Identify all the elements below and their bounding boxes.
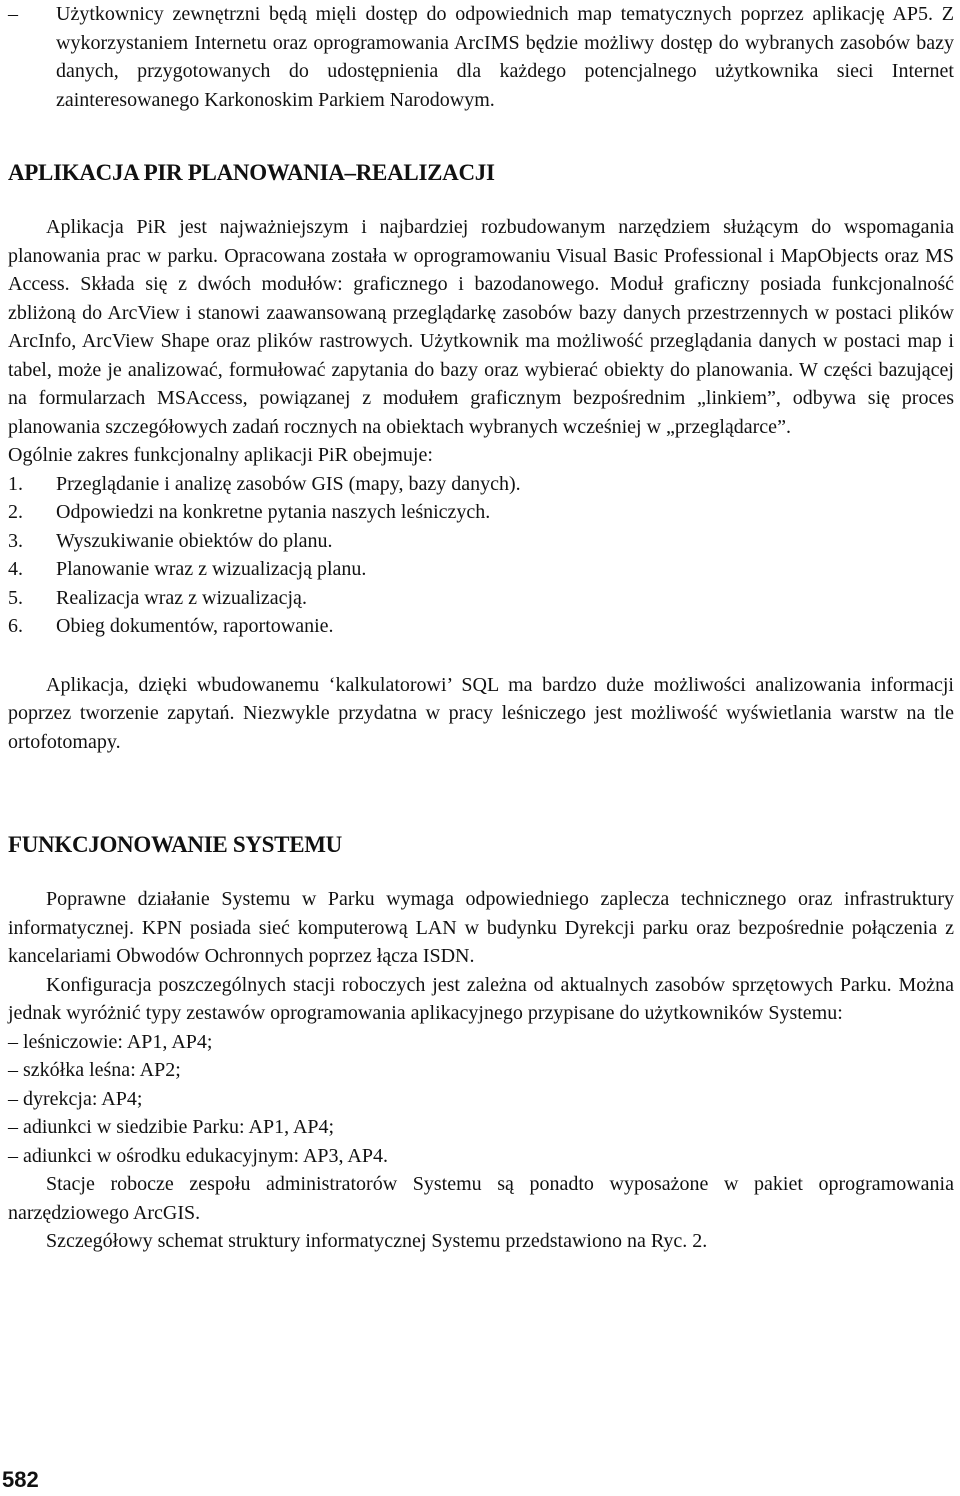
intro-dash: – <box>8 3 18 25</box>
list-item-number: 3. <box>8 529 23 552</box>
list-item <box>8 612 954 641</box>
schema-reference-paragraph: Szczegółowy schemat struktury informatycznej Systemu przedstawiono na Ryc. 2. <box>46 1230 708 1252</box>
list-item-number: 4. <box>8 558 23 580</box>
configuration-paragraph: Konfiguracja poszczególnych stacji roboczych jest zależna od aktualnych zasobów sprzętowych Parku. Można jednak wyróżnić typy zestawów oprogramowania aplikacyjnego przypisane do użytkowników Systemu: <box>8 973 954 1024</box>
intro-text: Użytkownicy zewnętrzni będą mięli dostęp do odpowiednich map tematycznych poprzez aplikację AP5. Z wykorzystaniem Internetu oraz oprogramowania ArcIMS będzie możliwy dostęp do wybranych zasobów bazy danych, przygotowanych do udostępnienia dla każdego potencjalnego użytkownika sieci Internet zainteresowanego Karkonoskim Parkiem Narodowym. <box>56 3 954 111</box>
sql-paragraph: Aplikacja, dzięki wbudowanemu ‘kalkulatorowi’ SQL ma bardzo duże możliwości analizowania informacji poprzez tworzenie zapytań. Niezwykle przydatna w pracy leśniczego jest możliwość wyświetlania warstw na tle ortofotomapy. <box>8 673 954 753</box>
list-item <box>8 527 954 556</box>
list-item <box>8 555 954 584</box>
list-item: – dyrekcja: AP4; <box>8 1087 143 1110</box>
infrastructure-paragraph: Poprawne działanie Systemu w Parku wymaga odpowiedniego zaplecza technicznego oraz infrastruktury informatycznej. KPN posiada sieć komputerową LAN w budynku Dyrekcji parku oraz bezpośrednie połączenia z kancelariami Obwodów Ochronnych poprzez łącza ISDN. <box>8 888 954 967</box>
list-item <box>8 584 954 613</box>
section-heading-funkcjonowanie: FUNKCJONOWANIE SYSTEMU <box>8 832 342 857</box>
list-item: – szkółka leśna: AP2; <box>8 1059 181 1081</box>
list-item-text: Planowanie wraz z wizualizacją planu. <box>56 558 367 580</box>
list-item: – adiunkci w siedzibie Parku: AP1, AP4; <box>8 1116 335 1138</box>
list-item-number: 6. <box>8 615 23 637</box>
document-page <box>8 0 954 1256</box>
list-item-text: Wyszukiwanie obiektów do planu. <box>56 529 333 552</box>
section-heading-aplikacja: APLIKACJA PIR PLANOWANIA–REALIZACJI <box>8 160 495 185</box>
aplikacja-paragraph: Aplikacja PiR jest najważniejszym i najbardziej rozbudowanym narzędziem służącym do wspomagania planowania prac w parku. Opracowana została w oprogramowaniu Visual Basic Professional i MapObjects oraz MS Access. Składa się z dwóch modułów: graficznego i bazodanowego. Moduł graficzny posiada funkcjonalność zbliżoną do ArcView i stanowi zaawansowaną przeglądarkę zasobów bazy danych przestrzennych w postaci plików ArcInfo, ArcView Shape oraz plików rastrowych. Użytkownik ma możliwość przeglądania danych w postaci map i tabel, może je analizować, formułować zapytania do bazy oraz wybierać obiekty do planowania. W części bazującej na formularzach MSAccess, powiązanej z modułem graficznym bezpośrednim „linkiem”, odbywa się proces planowania szczegółowych zadań rocznych na obiektach wybranych wcześniej w „przeglądarce”. <box>8 216 954 438</box>
list-item-number: 5. <box>8 586 23 609</box>
intro-paragraph <box>8 0 954 114</box>
user-assignment-list <box>8 1028 954 1171</box>
list-item-text: Obieg dokumentów, raportowanie. <box>56 615 334 637</box>
admin-stations-paragraph: Stacje robocze zespołu administratorów Systemu są ponadto wyposażone w pakiet oprogramowania narzędziowego ArcGIS. <box>8 1173 954 1224</box>
list-item-text: Przeglądanie i analizę zasobów GIS (mapy, bazy danych). <box>56 472 521 495</box>
functional-scope-list <box>8 470 954 641</box>
list-item-text: Realizacja wraz z wizualizacją. <box>56 586 307 609</box>
list-item-number: 1. <box>8 472 23 495</box>
list-item-text: Odpowiedzi na konkretne pytania naszych leśniczych. <box>56 501 491 523</box>
functional-scope-intro: Ogólnie zakres funkcjonalny aplikacji PiR obejmuje: <box>8 444 433 466</box>
list-item <box>8 470 954 499</box>
list-item-number: 2. <box>8 501 23 523</box>
list-item: – leśniczowie: AP1, AP4; <box>8 1030 213 1053</box>
list-item <box>8 498 954 527</box>
list-item: – adiunkci w ośrodku edukacyjnym: AP3, AP4. <box>8 1144 388 1167</box>
page-number: 582 <box>2 1467 39 1492</box>
